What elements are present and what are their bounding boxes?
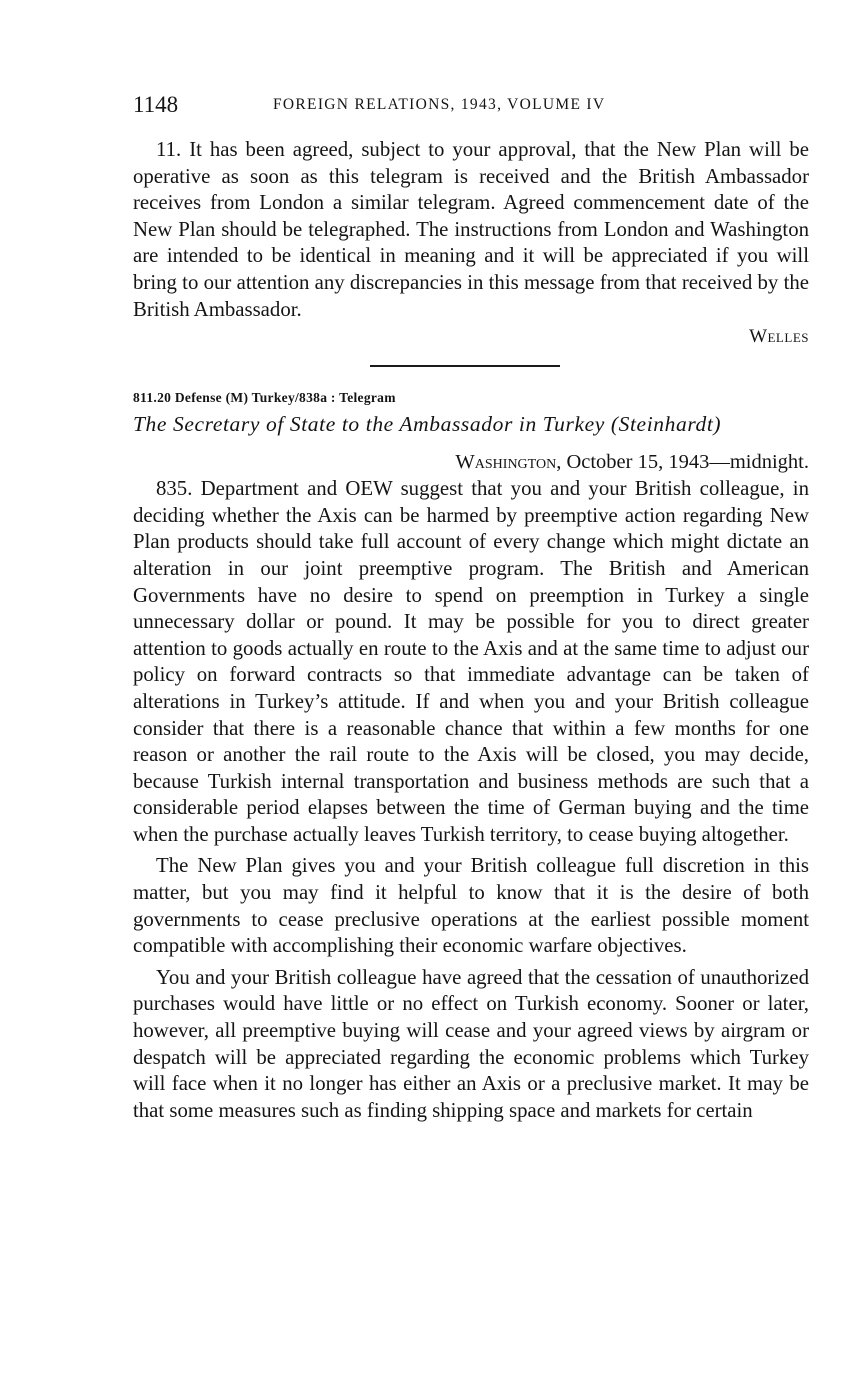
dateline-date: , October 15, 1943—midnight.	[556, 451, 809, 474]
dateline	[133, 451, 809, 474]
body-paragraph-economy: You and your British colleague have agreed that the cessation of unauthorized purchases would have little or no effect on Turkish economy. Sooner or later, however, all preemptive buying will cease and your agreed views by airgram or despatch will be appreciated regarding the economic problems which Turkey will face when it no longer has either an Axis or a preclusive market. It may be that some measures such as finding shipping space and markets for certain	[133, 965, 809, 1122]
page-header	[133, 92, 809, 122]
body-paragraph-835: 835. Department and OEW suggest that you and your British colleague, in deciding whether the Axis can be harmed by preemptive action regarding New Plan products should take full account of every change which might dictate an alteration in our joint preemptive program. The British and American Governments have no desire to spend on preemption in Turkey a single unnecessary dollar or pound. It may be possible for you to direct greater attention to goods actually en route to the Axis and at the same time to adjust our policy on forward contracts so that immediate advantage can be taken of alterations in Turkey’s attitude. If and when you and your British colleague consider that there is a reasonable chance that within a few months for one reason or another the rail route to the Axis will be closed, you may decide, because Turkish internal transportation and business methods are such that a considerable period elapses between the time of German buying and the time when the purchase actually leaves Turkish territory, to cease buying altogether.	[133, 477, 809, 846]
document-title: The Secretary of State to the Ambassador in Turkey (Steinhardt)	[133, 412, 722, 437]
document-page	[133, 92, 809, 1124]
page-number: 1148	[133, 92, 179, 117]
file-reference: 811.20 Defense (M) Turkey/838a : Telegram	[133, 390, 396, 406]
body-paragraph-new-plan: The New Plan gives you and your British colleague full discretion in this matter, but you may find it helpful to know that it is the desire of both governments to cease preclusive operations at the earliest possible moment compatible with accomplishing their economic warfare objectives.	[133, 854, 809, 958]
section-divider	[370, 365, 560, 367]
dateline-place: Washington	[455, 451, 557, 474]
running-title: FOREIGN RELATIONS, 1943, VOLUME IV	[273, 96, 606, 113]
signature: Welles	[749, 326, 809, 348]
paragraph-11: 11. It has been agreed, subject to your approval, that the New Plan will be operative as soon as this telegram is received and the British Ambassador receives from London a similar telegram. Agreed commencement date of the New Plan should be telegraphed. The instructions from London and Washington are intended to be identical in meaning and it will be appreciated if you will bring to our attention any discrepancies in this message from that received by the British Ambassador.	[133, 138, 809, 321]
